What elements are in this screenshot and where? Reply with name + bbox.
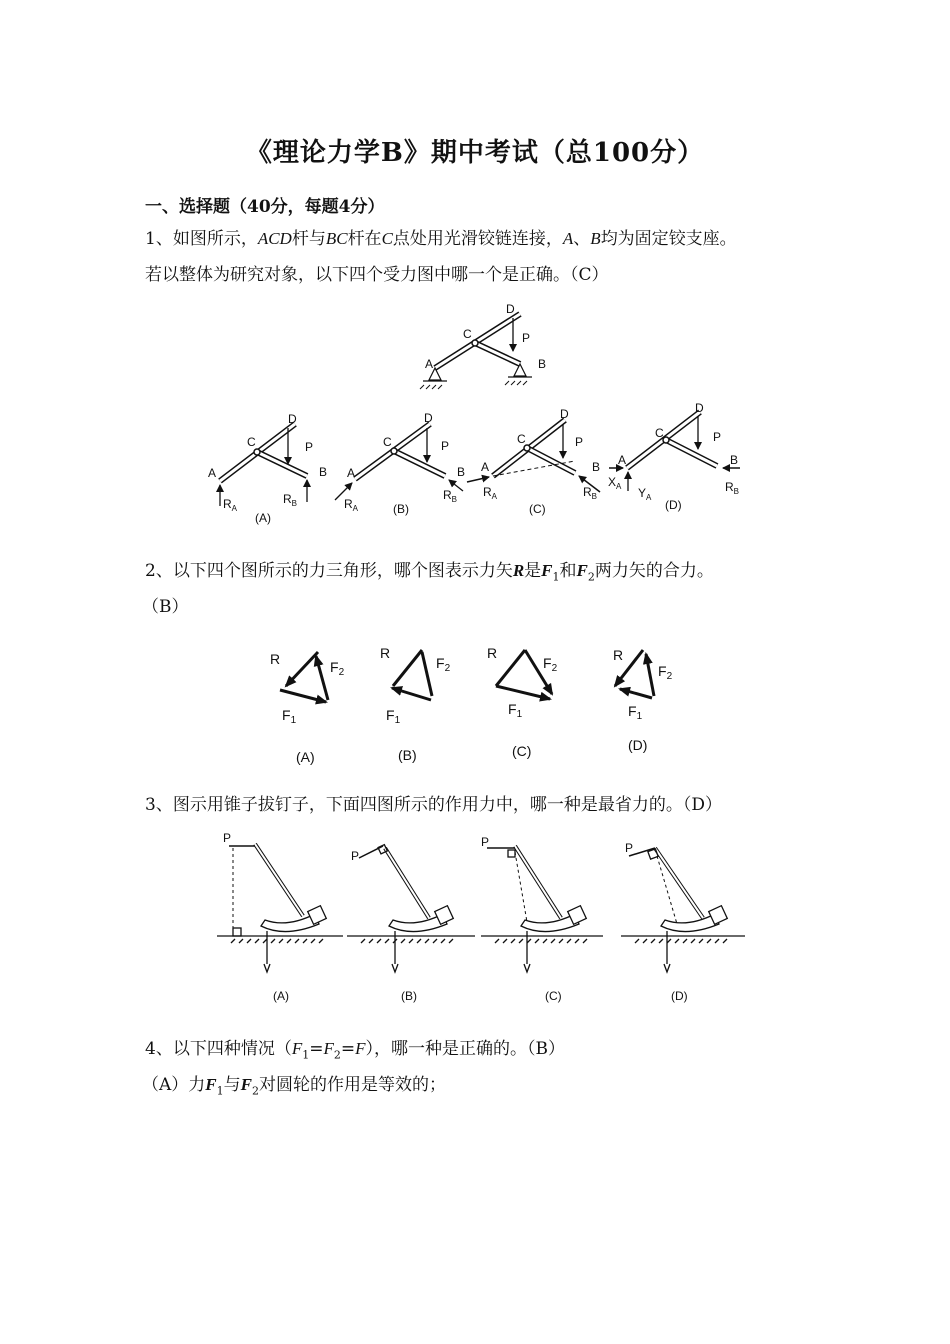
- q3-a-p: P: [223, 831, 232, 845]
- question-2-line-1: [145, 556, 714, 592]
- q3-option-d: (D): [671, 989, 688, 1003]
- q2-text: 和: [559, 561, 577, 581]
- d-label-rb: $R_B$: [725, 480, 740, 496]
- q1-text: 如图所示，: [172, 229, 258, 249]
- q4-text: ），哪一种是正确的。（B）: [365, 1039, 565, 1059]
- b-label-b: B: [457, 465, 466, 479]
- fig-label-p: P: [522, 331, 531, 345]
- q4-eq: =: [340, 1039, 356, 1059]
- q2-b-f2: $F_2$: [436, 655, 451, 674]
- d-label-d: D: [695, 401, 704, 415]
- a-label-ra: $R_A$: [223, 497, 238, 513]
- d-label-c: C: [655, 426, 664, 440]
- b-label-c: C: [383, 435, 392, 449]
- q1-option-d-diagram: [609, 412, 740, 491]
- q1-text: 、: [573, 229, 591, 249]
- d-label-p: P: [713, 430, 722, 444]
- fig-label-d: D: [506, 302, 515, 316]
- q3-hammer-b: [347, 845, 475, 972]
- q2-r: R: [512, 561, 525, 580]
- q4-sub2: 2: [333, 1048, 341, 1062]
- q1-figure: [195, 296, 765, 530]
- q1-acd: ACD: [257, 229, 292, 248]
- question-1-line-1: [145, 224, 737, 254]
- q2-option-c: (C): [512, 743, 532, 759]
- q2-d-f2: $F_2$: [658, 663, 673, 682]
- q1-c: C: [381, 229, 393, 248]
- q2-a-f1: $F_1$: [282, 707, 297, 726]
- q3-option-c: (C): [545, 989, 562, 1003]
- q3-option-b: (B): [401, 989, 417, 1003]
- c-label-a: A: [481, 460, 490, 474]
- option-d-label: (D): [665, 498, 682, 512]
- c-label-c: C: [517, 432, 526, 446]
- q2-a-r: R: [270, 651, 281, 667]
- q4-a-sub2: 2: [251, 1084, 259, 1098]
- c-label-b: B: [592, 460, 601, 474]
- fig-label-c: C: [463, 327, 472, 341]
- q1-text: 均为固定铰支座。: [600, 229, 737, 249]
- q4-f1: F: [291, 1039, 303, 1058]
- q3-d-p: P: [625, 841, 634, 855]
- d-label-b: B: [730, 453, 739, 467]
- c-label-rb: $R_B$: [583, 485, 598, 501]
- q3-option-a: (A): [273, 989, 289, 1003]
- q2-sub1: 1: [552, 570, 560, 584]
- d-label-xa: $X_A$: [608, 475, 622, 491]
- b-label-d: D: [424, 411, 433, 425]
- q2-text: 是: [524, 561, 542, 581]
- a-label-a: A: [208, 466, 217, 480]
- q4-a-text: 与: [223, 1075, 241, 1095]
- a-label-rb: $R_B$: [283, 492, 298, 508]
- d-label-ya: $Y_A$: [638, 486, 652, 502]
- q2-figure: [250, 636, 700, 772]
- q1-option-a-diagram: [220, 424, 307, 506]
- q3-hammer-a: [217, 844, 343, 972]
- q1-text: 杆与: [291, 229, 326, 249]
- q1-main-structure: [420, 314, 532, 389]
- question-2-answer: （B）: [142, 597, 189, 617]
- q3-hammer-d: [621, 848, 745, 972]
- option-b-label: (B): [393, 502, 409, 516]
- q2-option-b: (B): [398, 747, 417, 763]
- c-label-d: D: [560, 407, 569, 421]
- q2-f2: F: [576, 561, 588, 580]
- a-label-c: C: [247, 435, 256, 449]
- q2-f1: F: [541, 561, 553, 580]
- d-label-a: A: [618, 453, 627, 467]
- q3-c-p: P: [481, 835, 490, 849]
- q1-b: B: [590, 229, 601, 248]
- question-4: [145, 1034, 565, 1070]
- q4-eq: =: [309, 1039, 324, 1059]
- q2-c-f2: $F_2$: [543, 655, 558, 674]
- q2-c-f1: $F_1$: [508, 701, 523, 720]
- q2-d-f1: $F_1$: [628, 703, 643, 722]
- q3-hammer-c: [481, 846, 603, 972]
- b-label-ra: $R_A$: [344, 497, 359, 513]
- q2-option-a: (A): [296, 749, 315, 765]
- q2-a-f2: $F_2$: [330, 659, 345, 678]
- q2-text: 2、以下四个图所示的力三角形，哪个图表示力矢: [145, 561, 513, 581]
- c-label-ra: $R_A$: [483, 485, 498, 501]
- q1-bc: BC: [325, 229, 348, 248]
- q4-a-f1: F: [205, 1075, 217, 1094]
- q2-b-r: R: [380, 645, 391, 661]
- q2-option-d: (D): [628, 737, 648, 753]
- option-a-label: (A): [255, 511, 271, 525]
- question-1-line-2: 若以整体为研究对象，以下四个受力图中哪一个是正确。（C）: [145, 265, 609, 285]
- b-label-a: A: [347, 466, 356, 480]
- c-label-p: P: [575, 435, 584, 449]
- q3-b-p: P: [351, 849, 360, 863]
- q2-triangle-a: [280, 652, 328, 702]
- q2-d-r: R: [613, 647, 624, 663]
- b-label-rb: $R_B$: [443, 488, 458, 504]
- fig-label-b: B: [538, 357, 547, 371]
- q4-f: F: [355, 1039, 366, 1058]
- a-label-p: P: [305, 440, 314, 454]
- option-c-label: (C): [529, 502, 546, 516]
- question-4-option-a: [142, 1070, 446, 1106]
- b-label-p: P: [441, 439, 450, 453]
- fig-label-a: A: [425, 357, 434, 371]
- q1-text: 点处用光滑铰链连接，: [392, 229, 563, 249]
- q4-text: 4、以下四种情况（: [145, 1039, 292, 1059]
- a-label-d: D: [288, 412, 297, 426]
- q1-a: A: [562, 229, 574, 248]
- q2-sub2: 2: [587, 570, 595, 584]
- q2-b-f1: $F_1$: [386, 707, 401, 726]
- q4-a-f2: F: [240, 1075, 252, 1094]
- q4-sub1: 1: [302, 1048, 310, 1062]
- q2-c-r: R: [487, 645, 498, 661]
- q4-a-text: 对圆轮的作用是等效的；: [258, 1075, 446, 1095]
- section-heading: 一、选择题（40分，每题4分）: [145, 197, 385, 217]
- page-title: 《理论力学B》期中考试（总100分）: [245, 138, 705, 168]
- q2-text: 两力矢的合力。: [594, 561, 714, 581]
- q2-triangle-b: [392, 650, 432, 700]
- q4-a-sub1: 1: [216, 1084, 224, 1098]
- a-label-b: B: [319, 465, 328, 479]
- q1-number: 1、: [145, 229, 173, 249]
- q4-f2: F: [323, 1039, 334, 1058]
- q4-a-text: （A）力: [142, 1075, 206, 1095]
- q1-option-c-diagram: [467, 420, 600, 492]
- question-3: 3、图示用锥子拔钉子，下面四图所示的作用力中，哪一种是最省力的。（D）: [145, 795, 722, 815]
- q3-figure: [215, 826, 755, 1010]
- q1-text: 杆在: [347, 229, 382, 249]
